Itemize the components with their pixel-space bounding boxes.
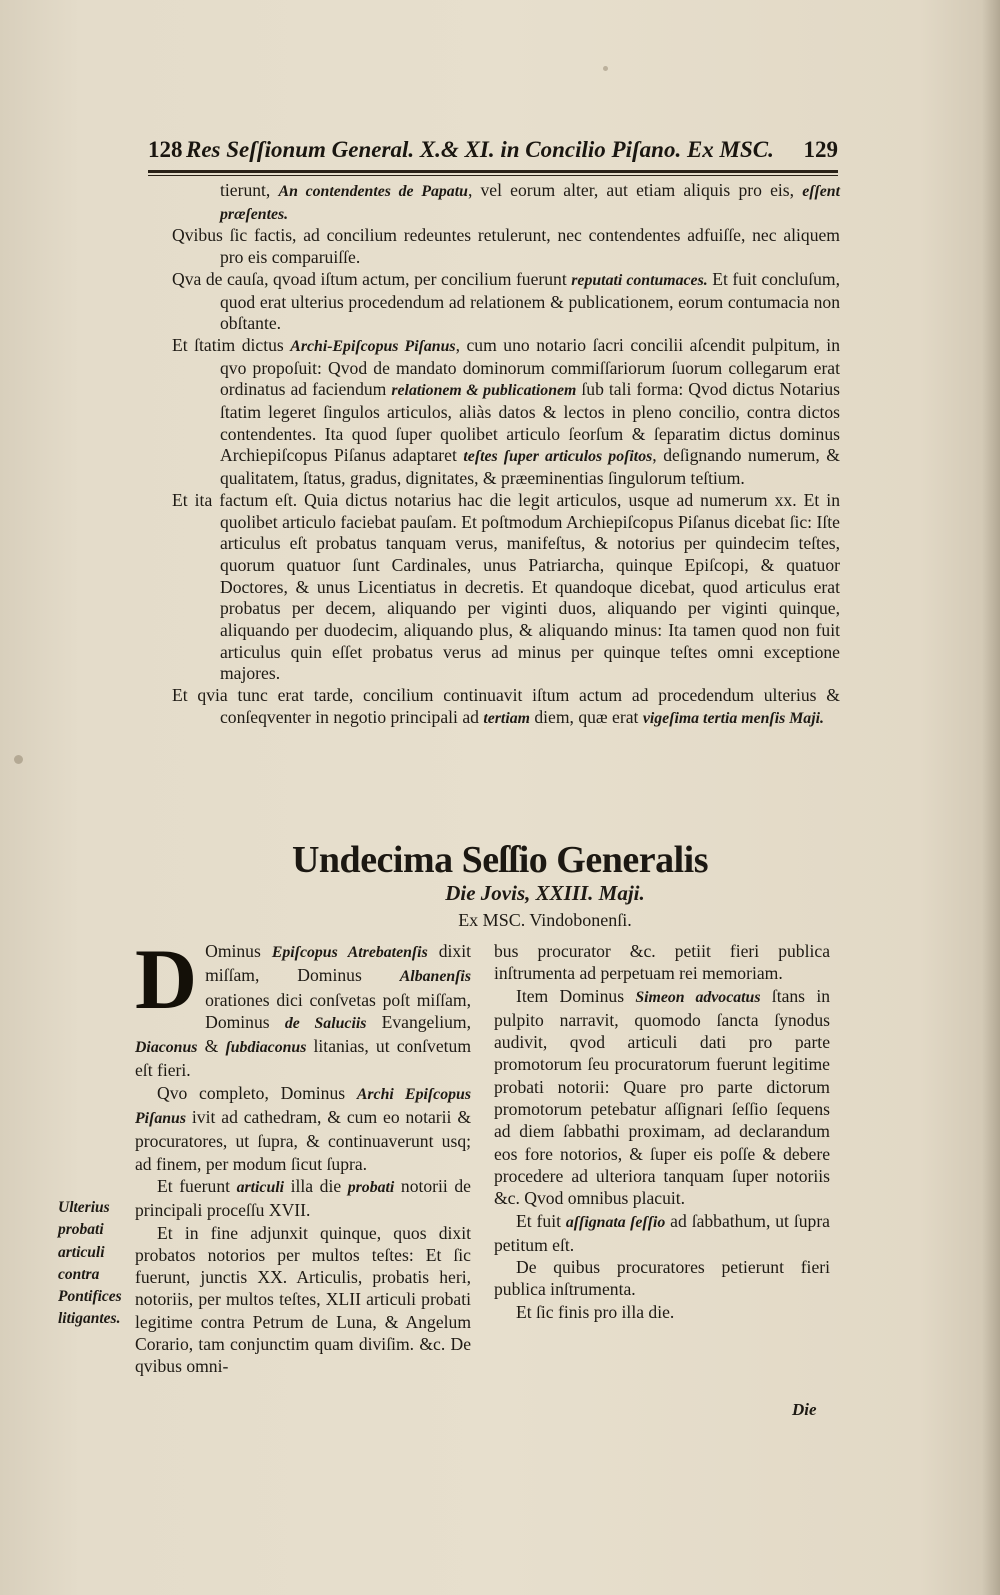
header-title: Res Seſſionum General. X.& XI. in Concilio Piſano. Ex MSC. [186, 137, 774, 162]
session-title: Undecima Seſſio Generalis [291, 839, 709, 881]
right-paragraph-2: Item Dominus Simeon advocatus ſtans in pulpito narravit, quomodo ſancta ſynodus audivit, qvod articuli dati pro parte promotorum ſeu procuratorum fuerunt legitime probati notorii: Quare pro parte dictorum promotorum petebatur aſſignari ſeſſio ſequens ad diem ſabbathi proximam, ad declarandum eos fore notorios, & ſuper eis poſſe & debere procedere ad ulteriora tanquam ſuper notoriis &c. Qvod omnibus placuit. [494, 985, 831, 1209]
margin-note-line: probati [58, 1221, 104, 1239]
left-paragraph-2: Qvo completo, Dominus Archi Epiſcopus Piſanus ivit ad cathedram, & cum eo notarii & procuratores, ut ſupra, & continuaverunt usq; ad finem, per modum ſicut ſupra. [135, 1082, 471, 1174]
catchword: Die [792, 1400, 817, 1419]
margin-note-line: Ulterius [58, 1199, 110, 1216]
upper-text-block [172, 180, 840, 730]
page-number-right: 129 [803, 137, 838, 162]
paper-stain [14, 755, 23, 764]
margin-note-line: articuli [58, 1243, 105, 1261]
header-rule-thin [148, 175, 838, 176]
left-paragraph-3: Et fuerunt articuli illa die probati notorii de principali proceſſu XVII. [135, 1175, 471, 1221]
paragraph-2: Qvibus ſic factis, ad concilium redeuntes retulerunt, nec contendentes adfuiſſe, nec aliquem pro eis comparuiſſe. [172, 225, 840, 268]
session-subtitle: Die Jovis, XXIII. Maji. [445, 881, 645, 905]
paper-stain [603, 66, 608, 71]
right-paragraph-3: Et fuit aſſignata ſeſſio ad ſabbathum, ut ſupra petitum eſt. [494, 1210, 830, 1255]
left-paragraph-4: Et in fine adjunxit quinque, quos dixit probatos notorios per multos teſtes: Et ſic fuerunt, junctis XX. Articulis, probatis heri, notoriis, per multos teſtes, XLII articuli probati legitime contra Petrum de Luna, & Angelum Corario, tam conjunctim quam diviſim. &c. De qvibus omni- [135, 1222, 471, 1377]
right-column [494, 940, 830, 1323]
left-column [135, 931, 472, 1378]
right-paragraph-1: bus procurator &c. petiit fieri publica inſtrumenta ad perpetuam rei memoriam. [494, 941, 830, 984]
left-paragraph-1: D Ominus Epiſcopus Atrebatenſis dixit miſſam, Dominus Albanenſis orationes dici conſvetas poſt miſſam, Dominus de Saluciis Evangelium, Diaconus & ſubdiaconus litanias, ut conſvetum eſt fieri. [135, 931, 472, 1081]
margin-note-line: Pontifices [58, 1288, 122, 1306]
session-source: Ex MSC. Vindobonenſi. [458, 910, 632, 930]
margin-note-line: contra [58, 1265, 100, 1283]
margin-note-line: litigantes. [58, 1310, 121, 1328]
paragraph-4: Et ſtatim dictus Archi-Epiſcopus Piſanus, cum uno notario ſacri concilii aſcendit pulpitum, in qvo propoſuit: Qvod de mandato dominorum commiſſariorum ſuorum collegarum erat ordinatus ad faciendum relationem & publicationem ſub tali forma: Qvod dictus Notarius ſtatim legeret ſingulos articulos, aliàs datos & lectos in pleno concilio, contra dictos contendentes. Ita quod ſuper quolibet articulo ſeorſum & ſeparatim dictus dominus Archiepiſcopus Piſanus adaptaret teſtes ſuper articulos poſitos, deſignando numerum, & qualitatem, ſtatus, gradus, dignitates, & præeminentias ſingulorum teſtium. [172, 334, 840, 489]
right-paragraph-4: De quibus procuratores petierunt fieri publica inſtrumenta. [494, 1257, 830, 1300]
paragraph-5: Et ita factum eſt. Quia dictus notarius hac die legit articulos, usque ad numerum xx. Et in quolibet articulo faciebat pauſam. Et poſtmodum Archiepiſcopus Piſanus dicebat ſic: Iſte articulus eſt probatus tanquam verus, manifeſtus, & notorius per quindecim teſtes, quorum quatuor ſunt Cardinales, unus Patriarcha, quinque Epiſcopi, & quatuor Doctores, & unus Licentiatus in decretis. Et quandoque dicebat, quod articulus erat probatus per decem, aliquando per viginti duos, aliquando per viginti quinque, aliquando per duodecim, aliquando plus, & aliquando minus: Ita tamen quod non fuit articulus quin eſſet probatus verus ad minus per quinque teſtes omni exceptione majores. [172, 489, 840, 684]
page-number-left: 128 [148, 137, 183, 162]
paragraph-1: tierunt, An contendentes de Papatu, vel eorum alter, aut etiam aliquis pro eis, eſſent præſentes. [220, 180, 840, 223]
paragraph-3: Qva de cauſa, qvoad iſtum actum, per concilium fuerunt reputati contumaces. Et fuit concluſum, quod erat ulterius procedendum ad relationem & publicationem, eorum contumacia non obſtante. [172, 268, 840, 334]
right-paragraph-5: Et ſic finis pro illa die. [516, 1301, 675, 1322]
paragraph-6: Et qvia tunc erat tarde, concilium continuavit iſtum actum ad procedendum ulterius & conſeqventer in negotio principali ad tertiam diem, quæ erat vigeſima tertia menſis Maji. [172, 685, 840, 727]
margin-note [58, 1197, 134, 1331]
header-rule-thick [148, 170, 838, 173]
running-header [148, 137, 838, 171]
drop-cap: D [135, 931, 198, 1027]
